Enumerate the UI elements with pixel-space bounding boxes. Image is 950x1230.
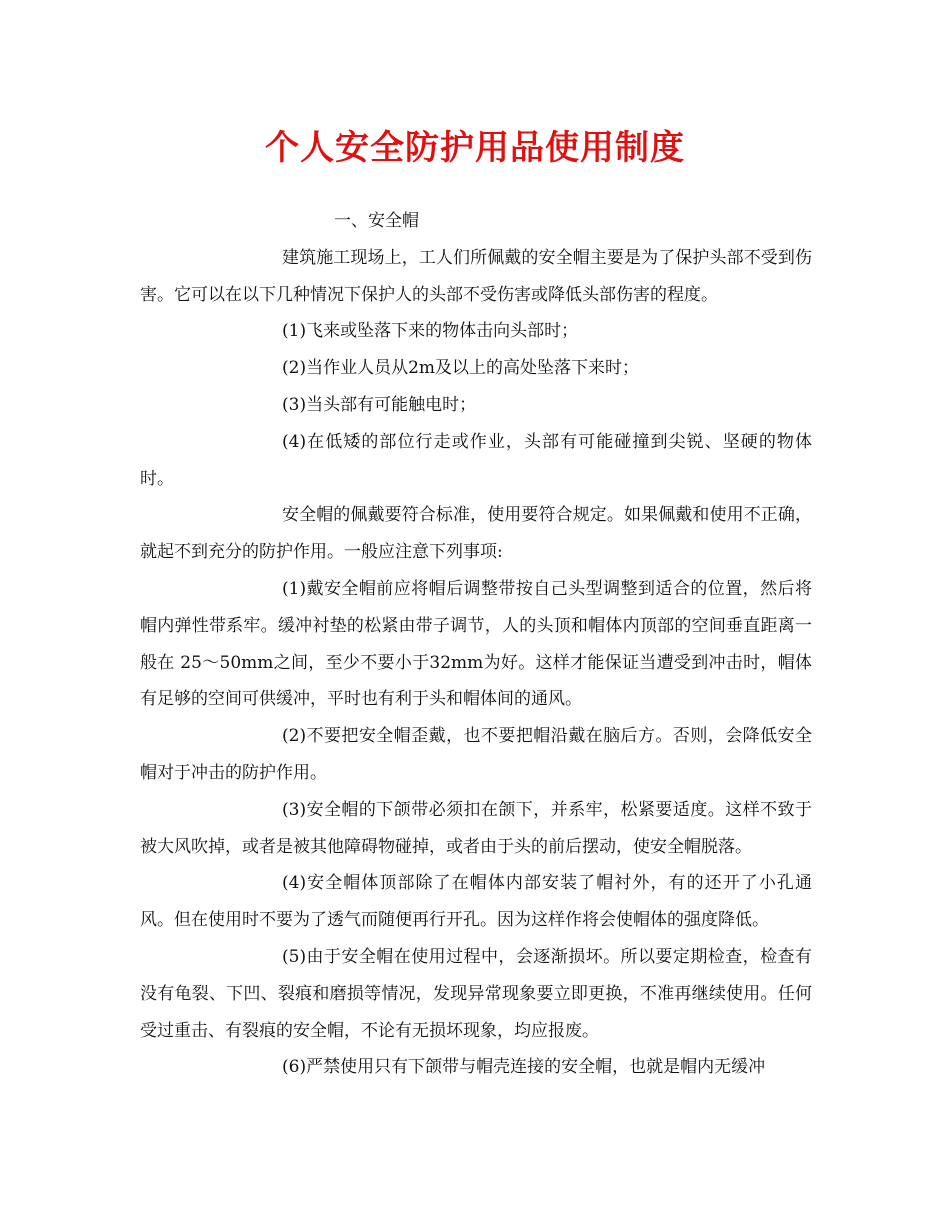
paragraph-intro: 建筑施工现场上，工人们所佩戴的安全帽主要是为了保护头部不受到伤害。它可以在以下几种情况下保护人的头部不受伤害或降低头部伤害的程度。 — [140, 247, 812, 305]
document-body — [140, 203, 812, 1086]
list-item-rule-4: (4)安全帽体顶部除了在帽体内部安装了帽衬外，有的还开了小孔通风。但在使用时不要为了透气而随便再行开孔。因为这样作将会使帽体的强度降低。 — [140, 873, 812, 931]
list-item-rule-1: (1)戴安全帽前应将帽后调整带按自己头型调整到适合的位置，然后将帽内弹性带系牢。缓冲衬垫的松紧由带子调节，人的头顶和帽体内顶部的空间垂直距离一般在 25～50mm之间，至少不要小于32mm为好。这样才能保证当遭受到冲击时，帽体有足够的空间可供缓冲，平时也有利于头和帽体间的通风。 — [140, 578, 812, 710]
list-item-rule-2: (2)不要把安全帽歪戴，也不要把帽沿戴在脑后方。否则，会降低安全帽对于冲击的防护作用。 — [140, 726, 812, 783]
list-item-case-3: (3)当头部有可能触电时； — [282, 394, 477, 415]
list-item-rule-5: (5)由于安全帽在使用过程中，会逐渐损坏。所以要定期检查，检查有没有龟裂、下凹、裂痕和磨损等情况，发现异常现象要立即更换，不准再继续使用。任何受过重击、有裂痕的安全帽，不论有无损坏现象，均应报废。 — [140, 946, 812, 1041]
list-item-rule-6: (6)严禁使用只有下颌带与帽壳连接的安全帽，也就是帽内无缓冲 — [282, 1057, 766, 1078]
section-heading-safety-helmet: 一、安全帽 — [334, 211, 419, 231]
list-item-case-1: (1)飞来或坠落下来的物体击向头部时； — [282, 321, 579, 342]
list-item-case-2: (2)当作业人员从2m及以上的高处坠落下来时； — [282, 358, 640, 379]
document-title: 个人安全防护用品使用制度 — [265, 128, 685, 168]
list-item-case-4: (4)在低矮的部位行走或作业，头部有可能碰撞到尖锐、坚硬的物体时。 — [140, 431, 812, 489]
list-item-rule-3: (3)安全帽的下颌带必须扣在颌下，并系牢，松紧要适度。这样不致于被大风吹掉，或者是被其他障碍物碰掉，或者由于头的前后摆动，使安全帽脱落。 — [140, 799, 812, 857]
paragraph-wearing-rules: 安全帽的佩戴要符合标准，使用要符合规定。如果佩戴和使用不正确，就起不到充分的防护作用。一般应注意下列事项: — [140, 505, 812, 563]
